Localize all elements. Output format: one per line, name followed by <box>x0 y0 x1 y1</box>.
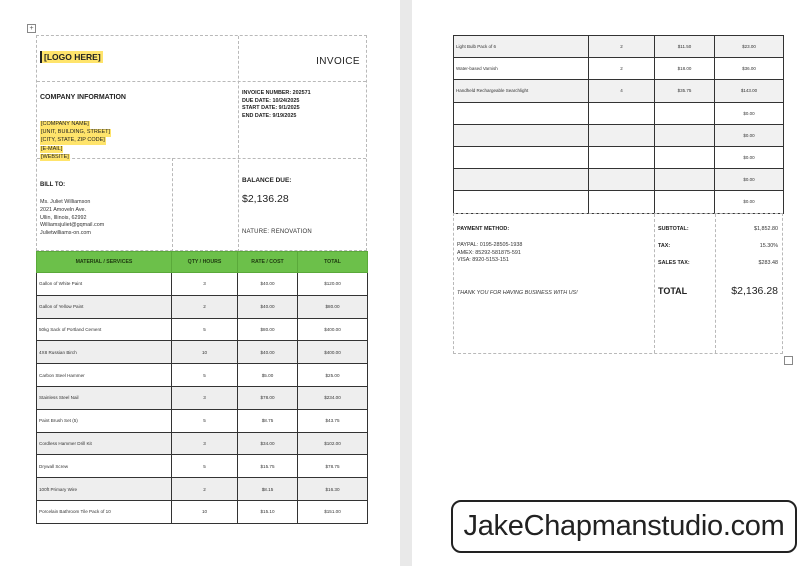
table-row <box>37 273 368 296</box>
company-website[interactable]: [WEBSITE] <box>41 153 69 160</box>
table-row <box>37 295 368 318</box>
table-row <box>37 386 368 409</box>
cell-rate[interactable]: $8.15 <box>238 478 298 501</box>
cell-material[interactable]: Gallon of White Paint <box>37 273 172 296</box>
cell-rate[interactable]: $11.50 <box>655 36 715 58</box>
cell-qty[interactable]: 5 <box>172 455 238 478</box>
cell-material[interactable]: Porcelain Bathroom Tile Pack of 10 <box>37 500 172 523</box>
cell-rate[interactable]: $80.00 <box>238 318 298 341</box>
divider <box>238 36 239 252</box>
tax-label: TAX: <box>658 243 671 249</box>
cell-rate[interactable]: $5.00 <box>238 364 298 387</box>
cell-material[interactable] <box>454 191 589 213</box>
total-value: $2,136.28 <box>731 285 778 297</box>
cell-total[interactable]: $0.00 <box>715 191 784 213</box>
cell-total[interactable]: $400.00 <box>298 318 368 341</box>
items-table-continued <box>453 35 784 214</box>
cell-qty[interactable]: 2 <box>589 58 655 80</box>
cell-qty[interactable]: 5 <box>172 364 238 387</box>
table-row <box>37 364 368 387</box>
cell-material[interactable] <box>454 124 589 146</box>
cell-rate[interactable] <box>655 102 715 124</box>
cell-material[interactable]: Cordless Hammer Drill Kit <box>37 432 172 455</box>
client-website: Julietwilliams-on.com <box>40 230 91 237</box>
amex-line: AMEX: 85292-581875-591 <box>457 249 521 256</box>
cell-qty[interactable]: 5 <box>172 409 238 432</box>
thank-you-note: THANK YOU FOR HAVING BUSINESS WITH US! <box>457 290 578 296</box>
cell-total[interactable]: $0.00 <box>715 146 784 168</box>
company-email[interactable]: [E-MAIL] <box>41 145 63 152</box>
cell-rate[interactable]: $15.10 <box>238 500 298 523</box>
cell-qty[interactable] <box>589 102 655 124</box>
invoice-number: INVOICE NUMBER: 202571 <box>242 90 311 96</box>
divider <box>172 158 173 252</box>
cell-total[interactable]: $120.00 <box>298 273 368 296</box>
divider <box>715 214 716 353</box>
tax-value: 15.30% <box>759 243 778 249</box>
payment-method-lines <box>457 242 522 265</box>
cell-rate[interactable] <box>655 124 715 146</box>
table-row <box>454 36 784 58</box>
invoice-title: INVOICE <box>316 56 360 67</box>
start-date: START DATE: 9/1/2025 <box>242 105 300 112</box>
sales-tax-label: SALES TAX: <box>658 260 690 266</box>
divider <box>654 214 655 353</box>
cell-total[interactable]: $43.75 <box>298 409 368 432</box>
column-header-rate: RATE / COST <box>238 252 298 273</box>
cell-qty[interactable]: 4 <box>589 80 655 102</box>
table-header-row <box>37 252 368 273</box>
column-header-qty: QTY / HOURS <box>172 252 238 273</box>
cell-total[interactable]: $0.00 <box>715 124 784 146</box>
table-row <box>454 58 784 80</box>
cell-rate[interactable]: $18.00 <box>655 58 715 80</box>
cell-rate[interactable]: $34.00 <box>238 432 298 455</box>
company-name[interactable]: [COMPANY NAME] <box>41 121 89 127</box>
cell-qty[interactable]: 2 <box>589 36 655 58</box>
client-name: Ms. Juliet Williamson <box>40 199 91 205</box>
cell-total[interactable]: $143.00 <box>715 80 784 102</box>
subtotal-value: $1,852.80 <box>754 226 778 232</box>
table-move-handle-icon[interactable]: + <box>27 24 36 33</box>
visa-line: VISA: 8920-5153-151 <box>457 257 509 264</box>
cell-total[interactable]: $0.00 <box>715 169 784 191</box>
cell-material[interactable]: 4X8 Russian Birch <box>37 341 172 364</box>
invoice-meta <box>242 90 311 120</box>
cell-qty[interactable] <box>589 124 655 146</box>
cell-qty[interactable]: 5 <box>172 318 238 341</box>
table-resize-handle-icon[interactable] <box>784 356 793 365</box>
cell-rate[interactable]: $40.00 <box>238 341 298 364</box>
client-city: Ullin, Illinois, 62992 <box>40 214 87 221</box>
paypal-line: PAYPAL: 0195-28505-1938 <box>457 242 523 248</box>
table-row <box>454 146 784 168</box>
cell-total[interactable]: $151.00 <box>298 500 368 523</box>
table-row <box>454 191 784 213</box>
cell-total[interactable]: $0.00 <box>715 102 784 124</box>
total-label: TOTAL <box>658 286 688 296</box>
client-email: Williamsjuliet@gqmail.com <box>40 222 105 229</box>
table-row <box>454 124 784 146</box>
table-row <box>37 455 368 478</box>
cell-material[interactable]: Water-based Varnish <box>454 58 589 80</box>
column-header-total: TOTAL <box>298 252 368 273</box>
invoice-page-2 <box>412 0 812 566</box>
table-row <box>37 341 368 364</box>
cell-rate[interactable]: $40.00 <box>238 295 298 318</box>
balance-due-label: BALANCE DUE: <box>242 177 292 184</box>
items-table <box>36 251 368 524</box>
cell-material[interactable] <box>454 169 589 191</box>
cell-total[interactable]: $102.00 <box>298 432 368 455</box>
cell-total[interactable]: $36.00 <box>715 58 784 80</box>
cell-qty[interactable]: 2 <box>172 478 238 501</box>
cell-qty[interactable]: 3 <box>172 386 238 409</box>
company-info-lines <box>40 112 111 160</box>
cell-material[interactable]: Handheld Rechargeable Searchlight <box>454 80 589 102</box>
cell-qty[interactable]: 10 <box>172 500 238 523</box>
company-street[interactable]: [UNIT, BUILDING, STREET] <box>41 129 111 136</box>
client-street: 2021 Amoveln Ave. <box>40 206 87 213</box>
sales-tax-value: $283.48 <box>758 260 778 266</box>
cell-rate[interactable]: $35.75 <box>655 80 715 102</box>
company-city[interactable]: [CITY, STATE, ZIP CODE] <box>41 137 105 144</box>
table-row <box>454 102 784 124</box>
column-header-material: MATERIAL / SERVICES <box>37 252 172 273</box>
watermark: JakeChapmanstudio.com <box>451 500 797 553</box>
cell-rate[interactable] <box>655 191 715 213</box>
cell-material[interactable]: Drywall Screw <box>37 455 172 478</box>
cell-material[interactable]: 50kg Sack of Portland Cement <box>37 318 172 341</box>
payment-summary-block <box>453 213 783 354</box>
cell-material[interactable]: Light Bulb Pack of 6 <box>454 36 589 58</box>
cell-total[interactable]: $80.00 <box>298 295 368 318</box>
bill-to-lines <box>40 199 104 238</box>
cell-rate[interactable] <box>655 146 715 168</box>
divider <box>37 81 366 82</box>
cell-total[interactable]: $16.30 <box>298 478 368 501</box>
cell-total[interactable]: $400.00 <box>298 341 368 364</box>
cell-qty[interactable]: 3 <box>172 273 238 296</box>
cell-rate[interactable]: $15.75 <box>238 455 298 478</box>
cell-material[interactable]: Gallon of Yellow Paint <box>37 295 172 318</box>
table-row <box>454 169 784 191</box>
cell-rate[interactable] <box>655 169 715 191</box>
nature-of-work: NATURE: RENOVATION <box>242 229 312 235</box>
table-row <box>37 432 368 455</box>
cell-total[interactable]: $234.00 <box>298 386 368 409</box>
cell-rate[interactable]: $40.00 <box>238 273 298 296</box>
cell-material[interactable] <box>454 102 589 124</box>
table-row <box>37 478 368 501</box>
cell-total[interactable]: $25.00 <box>298 364 368 387</box>
cell-qty[interactable] <box>589 191 655 213</box>
cell-qty[interactable]: 3 <box>172 432 238 455</box>
cell-total[interactable]: $23.00 <box>715 36 784 58</box>
cell-material[interactable]: Stainless Steel Nail <box>37 386 172 409</box>
cell-qty[interactable] <box>589 146 655 168</box>
end-date: END DATE: 9/19/2025 <box>242 112 297 119</box>
invoice-page-1 <box>0 0 400 566</box>
bill-to-title: BILL TO: <box>40 182 66 188</box>
cell-material[interactable]: Paint Brush Set (5) <box>37 409 172 432</box>
due-date: DUE DATE: 10/24/2025 <box>242 97 300 104</box>
table-row <box>37 500 368 523</box>
divider <box>37 158 366 159</box>
table-row <box>454 80 784 102</box>
cell-material[interactable] <box>454 146 589 168</box>
company-info-title: COMPANY INFORMATION <box>40 94 126 101</box>
cell-rate[interactable]: $8.75 <box>238 409 298 432</box>
cell-material[interactable]: 100ft Primary Wire <box>37 478 172 501</box>
logo-placeholder[interactable]: [LOGO HERE] <box>40 51 103 63</box>
cell-qty[interactable]: 10 <box>172 341 238 364</box>
subtotal-label: SUBTOTAL: <box>658 226 689 232</box>
table-row <box>37 318 368 341</box>
cell-qty[interactable]: 2 <box>172 295 238 318</box>
balance-due-value: $2,136.28 <box>242 193 289 205</box>
invoice-header-block <box>36 35 367 251</box>
cell-rate[interactable]: $78.00 <box>238 386 298 409</box>
payment-method-title: PAYMENT METHOD: <box>457 226 510 232</box>
table-row <box>37 409 368 432</box>
cell-total[interactable]: $78.75 <box>298 455 368 478</box>
cell-qty[interactable] <box>589 169 655 191</box>
cell-material[interactable]: Carbon Steel Hammer <box>37 364 172 387</box>
